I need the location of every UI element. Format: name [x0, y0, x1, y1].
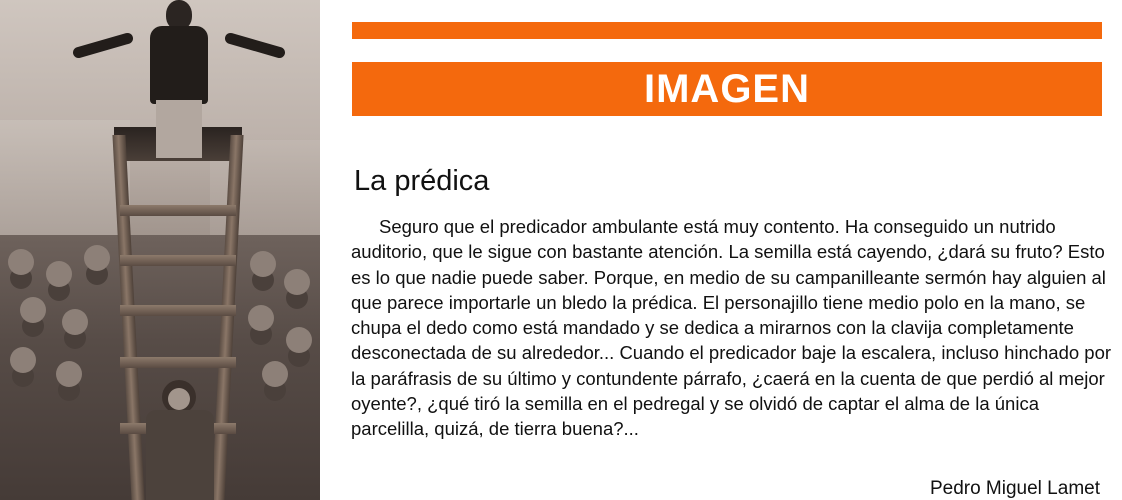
child-figure: [140, 380, 226, 500]
crowd-figure: [20, 297, 46, 323]
article-body: [351, 214, 1113, 442]
crowd-figure: [284, 269, 310, 295]
crowd-figure: [46, 261, 72, 287]
ladder-step: [120, 357, 236, 368]
child-face: [168, 388, 190, 410]
ladder-step: [120, 255, 236, 266]
child-body: [146, 410, 214, 500]
ladder-step: [120, 305, 236, 316]
crowd-figure: [62, 309, 88, 335]
preacher-photo: [0, 0, 320, 500]
crowd-figure: [286, 327, 312, 353]
accent-bar: [352, 22, 1102, 39]
preacher-torso: [150, 26, 208, 104]
banner-title-text: IMAGEN: [644, 66, 810, 111]
crowd-figure: [262, 361, 288, 387]
preacher-legs: [156, 100, 202, 158]
crowd-figure: [84, 245, 110, 271]
content-column: [320, 0, 1122, 500]
article-paragraph-text: Seguro que el predicador ambulante está muy contento. Ha conseguido un nutrido auditorio, que le sigue con bastante atención. La semilla está cayendo, ¿dará su fruto? Esto es lo que nadie puede saber. Porque, en medio de su campanilleante sermón hay alguien al que parece importarle un bledo la prédica. El personajillo tiene medio polo en la mano, se chupa el dedo como está mandado y se dedica a mirarnos con la clavija completamente desconectada de su alrededor... Cuando el predicador baje la escalera, incluso hinchado por la paráfrasis de su último y contundente párrafo, ¿caerá en la cuenta de que perdió al mejor oyente?, ¿qué tiró la semilla en el pedregal y se olvidó de captar el alma de la única parcelilla, quizá, de tierra buena?...: [351, 216, 1112, 440]
article-heading: La prédica: [354, 165, 490, 197]
preacher-figure: [120, 0, 238, 150]
crowd-figure: [250, 251, 276, 277]
article-author: Pedro Miguel Lamet: [929, 478, 1100, 499]
crowd-figure: [10, 347, 36, 373]
ladder-step: [120, 205, 236, 216]
crowd-figure: [56, 361, 82, 387]
crowd-figure: [248, 305, 274, 331]
crowd-figure: [8, 249, 34, 275]
banner-title-bar: [352, 62, 1102, 116]
